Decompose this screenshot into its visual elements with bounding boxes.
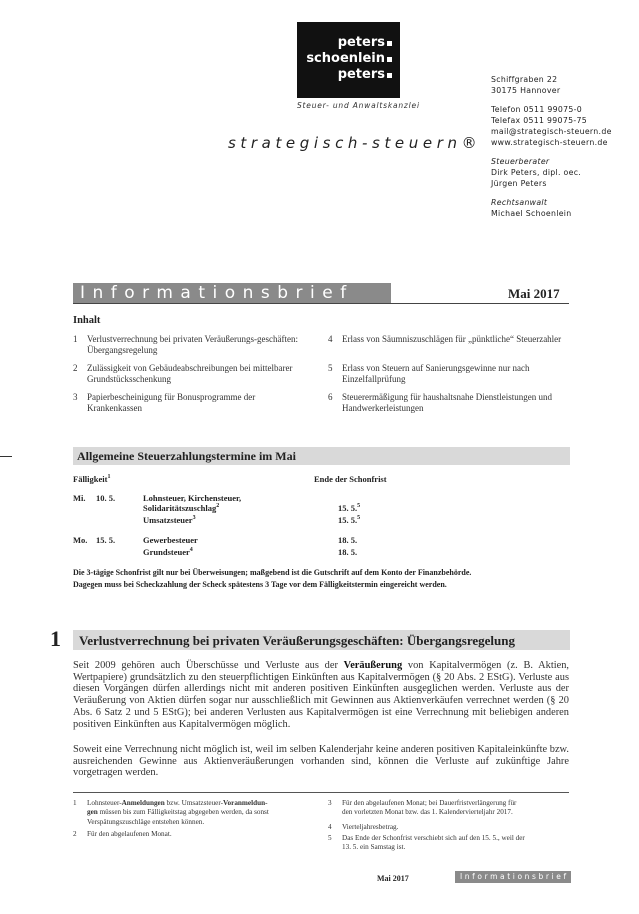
divider	[73, 303, 569, 304]
toc-text: Zulässigkeit von Gebäudeabschreibungen bei mittelbarer Grundstücksschenkung	[87, 363, 293, 384]
row-tax: Grundsteuer$^4$	[143, 547, 193, 557]
row-date: 10. 5.	[96, 493, 116, 503]
row-end: 18. 5.	[338, 547, 358, 557]
margin-mark	[0, 456, 12, 457]
toc-title: Inhalt	[73, 315, 101, 326]
logo-line-1: peters	[337, 35, 385, 50]
contact-fax: Telefax 0511 99075-75	[491, 116, 587, 125]
row-tax: Solidaritätszuschlag$^2$	[143, 503, 220, 513]
issue-date: Mai 2017	[508, 286, 560, 301]
row-end: 18. 5.	[338, 535, 358, 545]
section-title: Verlustverrechnung bei privaten Veräußerungsgeschäften: Übergangsregelung	[79, 633, 515, 648]
section-number: 1	[50, 626, 61, 651]
steuerberater-name: Dirk Peters, dipl. oec.	[491, 168, 582, 177]
toc-text: Verlustverrechnung bei privaten Veräußerungs-geschäften: Übergangsregelung	[87, 334, 299, 355]
paragraph: Soweit eine Verrechnung nicht möglich ist, weil im selben Kalenderjahr keine anderen positiven Kapitaleinkünfte bzw. ausreichenden Gewinne aus Aktienveräußerungen vorhanden sind, können die Verluste auf zukünftige Jahre vorgetragen werden.	[73, 744, 569, 779]
logo-line-2: schoenlein	[306, 51, 385, 66]
row-date: 15. 5.	[96, 535, 116, 545]
logo-subtitle: Steuer- und Anwaltskanzlei	[297, 101, 420, 110]
steuerberater-label: Steuerberater	[491, 157, 550, 166]
toc-text: Steuerermäßigung für haushaltsnahe Dienstleistungen und Handwerkerleistungen	[342, 392, 552, 413]
steuerberater-name: Jürgen Peters	[491, 179, 547, 188]
emphasis: Veräußerung	[343, 660, 403, 671]
contact-web[interactable]: www.strategisch-steuern.de	[491, 138, 608, 147]
row-day: Mo.	[73, 535, 88, 545]
logo-line-3: peters	[337, 67, 385, 82]
termine-note: Die 3-tägige Schonfrist gilt nur bei Überweisungen; maßgebend ist die Gutschrift auf dem Konto der Finanzbehörde. Dagegen muss bei Scheckzahlung der Scheck spätestens 3 Tage vor dem Fälligkeitstermin eingereicht werden.	[73, 568, 472, 589]
logo-square	[387, 57, 392, 62]
contact-email[interactable]: mail@strategisch-steuern.de	[491, 127, 612, 136]
row-end: 15. 5.$^5$	[338, 515, 361, 525]
paragraph: Seit 2009 gehören auch Überschüsse und Verluste aus der Veräußerung von Kapitalvermögen (z. B. Aktien, Wertpapiere) grundsätzlich zu den steuerpflichtigen Einkünften aus Kapitalvermögen (§ 20 Abs. 2 EStG). Verluste aus diesen Vorgängen dürfen allerdings nicht mit anderen positiven Einkünften ausgeglichen werden. Verluste aus der Veräußerung von Aktien dürfen sogar nur ausschließlich mit Gewinnen aus Aktienverkäufen verrechnet werden (§ 20 Abs. 6 Satz 2 und 5 EStG); bei anderen Verlusten aus Kapitalvermögen ist eine Verrechnung mit beliebigen anderen positiven Einkünften aus Kapitalvermögen möglich.	[73, 660, 569, 730]
tagline: strategisch-steuern®	[228, 134, 482, 152]
footnote: 5 Das Ende der Schonfrist verschiebt sich auf den 15. 5., weil der 13. 5. ein Samstag ist.	[328, 834, 525, 852]
contact-city: 30175 Hannover	[491, 86, 561, 95]
contact-street: Schiffgraben 22	[491, 75, 558, 84]
logo-square	[387, 73, 392, 78]
toc-number: 6	[328, 392, 333, 402]
footnote: 1 Lohnsteuer-Anmeldungen bzw. Umsatzsteuer-Voranmeldun- gen müssen bis zum Fälligkeitstag abgegeben werden, da sonst Verspätungszuschläge entstehen können.	[73, 799, 269, 826]
termine-title: Allgemeine Steuerzahlungstermine im Mai	[77, 449, 296, 463]
toc-number: 3	[73, 392, 78, 402]
footnote: 4 Vierteljahresbetrag.	[328, 823, 399, 831]
footnote-divider	[73, 792, 569, 793]
logo-square	[387, 41, 392, 46]
toc-number: 5	[328, 363, 333, 373]
row-tax: Gewerbesteuer	[143, 535, 198, 545]
row-tax: Lohnsteuer, Kirchensteuer,	[143, 493, 242, 503]
toc-number: 4	[328, 334, 333, 344]
toc-text: Erlass von Säumniszuschlägen für „pünktliche“ Steuerzahler	[342, 334, 562, 344]
footnote: 2 Für den abgelaufenen Monat.	[73, 830, 172, 838]
toc-number: 1	[73, 334, 78, 344]
toc-number: 2	[73, 363, 78, 373]
col-header-ende: Ende der Schonfrist	[314, 474, 387, 484]
rechtsanwalt-label: Rechtsanwalt	[491, 198, 548, 207]
banner-title: Informationsbrief	[80, 283, 354, 303]
toc-text: Erlass von Steuern auf Sanierungsgewinne nur nach Einzelfallprüfung	[342, 363, 530, 384]
logo	[297, 22, 400, 98]
contact-phone: Telefon 0511 99075-0	[491, 105, 583, 114]
toc-text: Papierbescheinigung für Bonusprogramme der Krankenkassen	[87, 392, 256, 413]
footer-title: Informationsbrief	[460, 872, 569, 881]
col-header-faelligkeit: Fälligkeit$^1$	[73, 474, 111, 484]
row-day: Mi.	[73, 493, 86, 503]
rechtsanwalt-name: Michael Schoenlein	[491, 209, 572, 218]
row-end: 15. 5.$^5$	[338, 503, 361, 513]
footnote: 3 Für den abgelaufenen Monat; bei Dauerfristverlängerung für den vorletzten Monat bzw. das 1. Kalendervierteljahr 2017.	[328, 799, 517, 817]
row-tax: Umsatzsteuer$^3$	[143, 515, 196, 525]
footer-date: Mai 2017	[377, 874, 409, 883]
